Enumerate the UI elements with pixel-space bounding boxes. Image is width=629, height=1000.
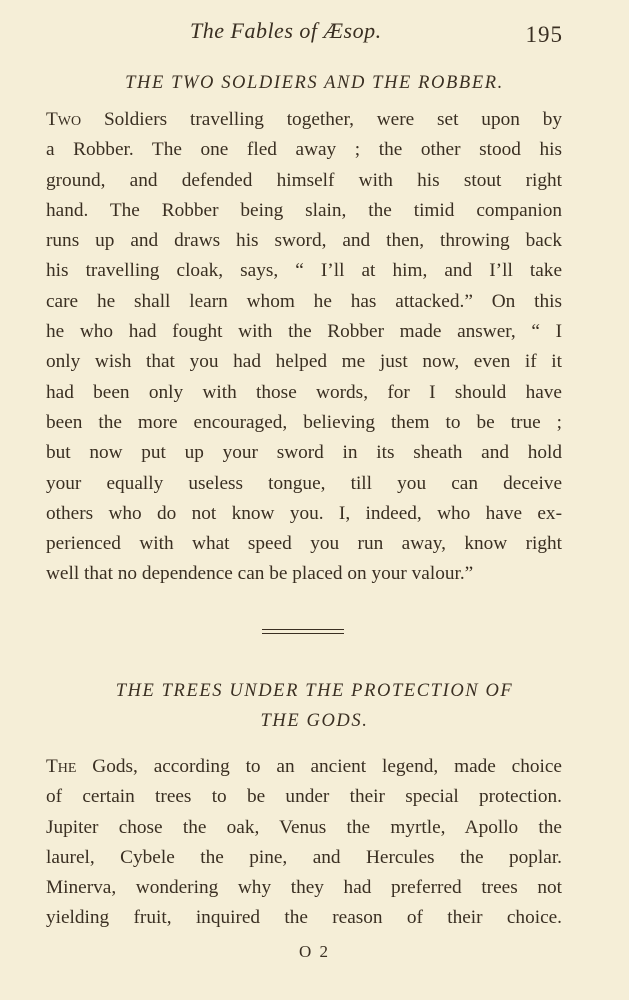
fable-title-trees [0,676,629,736]
fable-title-line: THE GODS. [260,711,369,731]
fable-line: runs up and draws his sword, and then, throwing back [46,230,562,252]
fable-line: ground, and defended himself with his stout right [46,169,562,191]
fable-line [46,105,562,135]
line-text: Soldiers travelling together, were set upon by [81,109,562,130]
drop-word: The [46,756,77,777]
fable-line: yielding fruit, inquired the reason of their choice. [46,907,562,929]
fable-line: others who do not know you. I, indeed, who have ex- [46,502,562,524]
running-title: The Fables of Æsop. [190,18,382,43]
signature-mark: O 2 [298,942,331,961]
section-divider [262,629,344,634]
page-number: 195 [525,22,563,47]
fable-line: hand. The Robber being slain, the timid companion [46,199,562,221]
fable-line: your equally useless tongue, till you can deceive [46,472,562,494]
fable-line: had been only with those words, for I should have [46,381,562,403]
fable-line: but now put up your sword in its sheath and hold [46,442,562,464]
fable-line: only wish that you had helped me just now, even if it [46,351,562,373]
fable-line: well that no dependence can be placed on your valour.” [46,563,474,585]
running-head [0,16,629,52]
line-text: Gods, according to an ancient legend, made choice [76,756,562,777]
fable-line: of certain trees to be under their special protection. [46,786,562,808]
fable-line: a Robber. The one fled away ; the other stood his [46,139,562,161]
fable-body-trees [46,752,562,934]
fable-title-two-soldiers: THE TWO SOLDIERS AND THE ROBBER. [125,73,504,93]
fable-title-line: THE TREES UNDER THE PROTECTION OF [115,681,514,701]
fable-line: Minerva, wondering why they had preferred trees not [46,877,562,899]
fable-line: his travelling cloak, says, “ I’ll at him, and I’ll take [46,260,562,282]
fable-line: Jupiter chose the oak, Venus the myrtle, Apollo the [46,816,562,838]
drop-word: Two [46,109,82,130]
fable-line: perienced with what speed you run away, know right [46,533,562,555]
fable-line: laurel, Cybele the pine, and Hercules the poplar. [46,846,562,868]
fable-line [46,752,562,782]
fable-line: care he shall learn whom he has attacked.” On this [46,290,562,312]
fable-line: he who had fought with the Robber made answer, “ I [46,321,562,343]
fable-line: been the more encouraged, believing them to be true ; [46,411,562,433]
fable-body-two-soldiers [46,105,562,590]
